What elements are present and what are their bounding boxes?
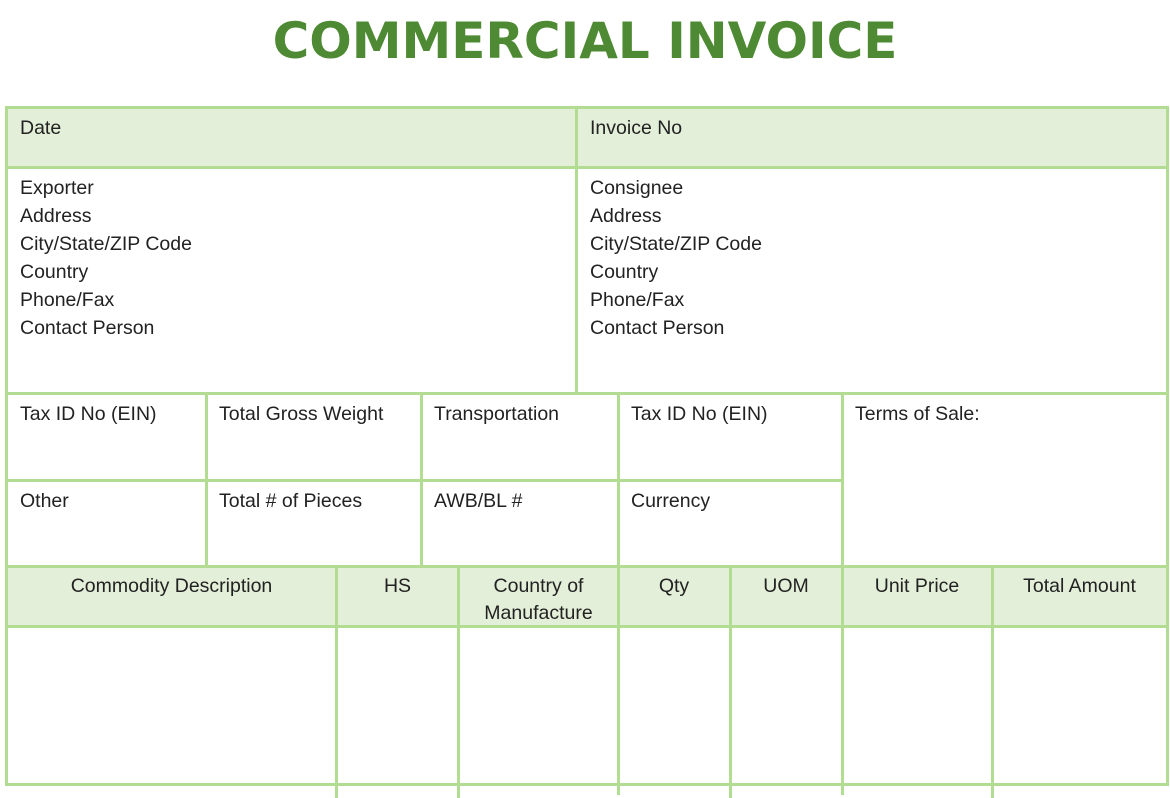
column-header-label: Total Amount — [1023, 575, 1136, 597]
grid-divider — [841, 395, 844, 795]
column-header-unit-price — [843, 568, 991, 625]
grid-divider — [617, 395, 620, 795]
item-cell-commodity-description[interactable] — [8, 628, 335, 788]
item-cell-hs[interactable] — [338, 628, 457, 788]
grid-divider — [205, 395, 208, 568]
column-header-label: Commodity Description — [70, 575, 273, 597]
tax-id-label-1: Tax ID No (EIN) — [20, 403, 157, 425]
currency-cell[interactable] — [619, 482, 841, 565]
other-cell[interactable] — [8, 482, 205, 565]
column-header-label: Country of Manufacture — [484, 575, 593, 624]
terms-of-sale-cell[interactable] — [843, 395, 1166, 565]
item-cell-total-amount[interactable] — [993, 628, 1166, 788]
currency-label: Currency — [631, 490, 711, 512]
grid-divider — [335, 568, 338, 798]
column-header-label: Unit Price — [874, 575, 960, 597]
exporter-label: Exporter — [20, 177, 94, 199]
column-header-commodity-description — [8, 568, 335, 625]
grid-divider — [420, 395, 423, 568]
item-cell-uom[interactable] — [731, 628, 841, 788]
awb-bl-cell[interactable] — [422, 482, 617, 565]
tax-id-cell-1[interactable] — [8, 395, 205, 479]
total-gross-weight-cell[interactable] — [207, 395, 420, 479]
column-header-label: Qty — [658, 575, 690, 597]
column-header-total-amount — [993, 568, 1166, 625]
total-gross-weight-label: Total Gross Weight — [219, 403, 384, 425]
invoice-form — [5, 106, 1169, 786]
grid-divider — [575, 109, 578, 395]
item-cell-country-of-manufacture[interactable] — [460, 628, 617, 788]
consignee-city-label: City/State/ZIP Code — [590, 233, 762, 255]
terms-of-sale-label: Terms of Sale: — [855, 403, 980, 425]
tax-id-label-2: Tax ID No (EIN) — [631, 403, 768, 425]
invoice-title: COMMERCIAL INVOICE — [272, 12, 898, 70]
invoice-no-cell[interactable] — [578, 109, 1166, 166]
grid-divider — [991, 568, 994, 798]
other-label: Other — [20, 490, 69, 512]
grid-divider — [8, 479, 841, 482]
consignee-label: Consignee — [590, 177, 684, 199]
grid-divider — [8, 166, 1166, 169]
transportation-label: Transportation — [434, 403, 560, 425]
column-header-label: HS — [383, 575, 412, 597]
total-pieces-label: Total # of Pieces — [219, 490, 363, 512]
exporter-city-label: City/State/ZIP Code — [20, 233, 192, 255]
awb-bl-label: AWB/BL # — [434, 490, 523, 512]
grid-divider — [457, 568, 460, 798]
column-header-hs — [338, 568, 457, 625]
total-pieces-cell[interactable] — [207, 482, 420, 565]
transportation-cell[interactable] — [422, 395, 617, 479]
date-cell[interactable] — [8, 109, 575, 166]
grid-divider — [8, 392, 1166, 395]
grid-divider — [729, 568, 732, 798]
column-header-uom — [731, 568, 841, 625]
exporter-contact-label: Contact Person — [20, 317, 155, 339]
consignee-contact-label: Contact Person — [590, 317, 725, 339]
exporter-country-label: Country — [20, 261, 89, 283]
consignee-country-label: Country — [590, 261, 659, 283]
exporter-block[interactable] — [8, 169, 575, 394]
item-cell-qty[interactable] — [619, 628, 729, 788]
consignee-address-label: Address — [590, 205, 662, 227]
consignee-phone-label: Phone/Fax — [590, 289, 685, 311]
column-header-country-of-manufacture — [460, 568, 617, 625]
exporter-address-label: Address — [20, 205, 92, 227]
column-header-label: UOM — [763, 575, 809, 597]
item-cell-unit-price[interactable] — [843, 628, 991, 788]
invoice-no-label: Invoice No — [590, 117, 683, 139]
consignee-block[interactable] — [578, 169, 1166, 394]
exporter-phone-label: Phone/Fax — [20, 289, 115, 311]
column-header-qty — [619, 568, 729, 625]
tax-id-cell-2[interactable] — [619, 395, 841, 479]
date-label: Date — [20, 117, 62, 139]
